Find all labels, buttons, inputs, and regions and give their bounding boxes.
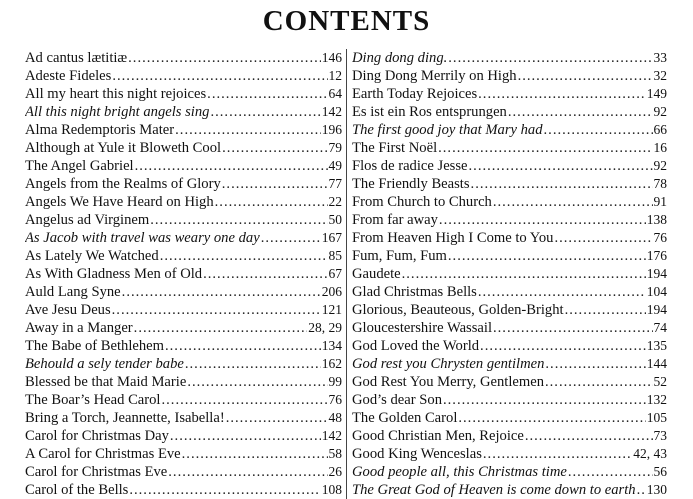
entry-title: As Jacob with travel was weary one day bbox=[25, 230, 260, 246]
toc-entry bbox=[25, 463, 342, 481]
entry-title: God rest you Chrysten gentilmen bbox=[352, 356, 545, 372]
entry-page-number: 26 bbox=[328, 464, 342, 479]
toc-entry bbox=[25, 409, 342, 427]
column-divider bbox=[346, 49, 347, 499]
dot-leader bbox=[471, 175, 653, 193]
toc-entry bbox=[25, 85, 342, 103]
dot-leader bbox=[261, 229, 321, 247]
toc-entry bbox=[352, 85, 667, 103]
entry-title: All my heart this night rejoices bbox=[25, 86, 207, 102]
dot-leader bbox=[448, 49, 652, 67]
entry-page-number: 176 bbox=[646, 248, 667, 263]
entry-title: From Church to Church bbox=[352, 194, 492, 210]
page-title: CONTENTS bbox=[262, 5, 431, 37]
entry-page-number: 22 bbox=[328, 194, 342, 209]
toc-entry bbox=[25, 67, 342, 85]
dot-leader bbox=[122, 283, 321, 301]
toc-entry bbox=[352, 427, 667, 445]
dot-leader bbox=[112, 67, 327, 85]
entry-page-number: 121 bbox=[321, 302, 342, 317]
entry-title: God Loved the World bbox=[352, 338, 480, 354]
entry-title: The First Noël bbox=[352, 140, 438, 156]
entry-title: Good King Wenceslas bbox=[352, 446, 482, 462]
dot-leader bbox=[483, 445, 632, 463]
entry-page-number: 48 bbox=[328, 410, 342, 425]
entry-title: From Heaven High I Come to You bbox=[352, 230, 554, 246]
entry-page-number: 73 bbox=[653, 428, 667, 443]
entry-page-number: 32 bbox=[653, 68, 667, 83]
toc-entry bbox=[352, 481, 667, 499]
toc-entry bbox=[25, 49, 342, 67]
entry-page-number: 74 bbox=[653, 320, 667, 335]
toc-entry bbox=[352, 463, 667, 481]
entry-title: Fum, Fum, Fum bbox=[352, 248, 447, 264]
entry-title: The first good joy that Mary had bbox=[352, 122, 543, 138]
entry-title: God Rest You Merry, Gentlemen bbox=[352, 374, 544, 390]
dot-leader bbox=[565, 301, 646, 319]
toc-entry bbox=[25, 247, 342, 265]
entry-title: The Great God of Heaven is come down to earth bbox=[352, 482, 636, 498]
dot-leader bbox=[187, 373, 327, 391]
entry-title: Flos de radice Jesse bbox=[352, 158, 468, 174]
toc-entry bbox=[25, 157, 342, 175]
dot-leader bbox=[438, 139, 652, 157]
toc-entry bbox=[25, 175, 342, 193]
entry-page-number: 135 bbox=[646, 338, 667, 353]
entry-page-number: 12 bbox=[328, 68, 342, 83]
entry-title: Glorious, Beauteous, Golden-Bright bbox=[352, 302, 564, 318]
entry-page-number: 162 bbox=[321, 356, 342, 371]
entry-title: The Golden Carol bbox=[352, 410, 458, 426]
toc-entry bbox=[352, 265, 667, 283]
dot-leader bbox=[469, 157, 653, 175]
entry-title: Adeste Fideles bbox=[25, 68, 112, 84]
entry-page-number: 138 bbox=[646, 212, 667, 227]
entry-page-number: 206 bbox=[321, 284, 342, 299]
entry-title: Alma Redemptoris Mater bbox=[25, 122, 175, 138]
entry-title: Angelus ad Virginem bbox=[25, 212, 150, 228]
entry-title: Gaudete bbox=[352, 266, 401, 282]
dot-leader bbox=[508, 103, 653, 121]
toc-entry bbox=[25, 391, 342, 409]
entry-title: Earth Today Rejoices bbox=[352, 86, 478, 102]
entry-title: Good Christian Men, Rejoice bbox=[352, 428, 524, 444]
entry-page-number: 149 bbox=[646, 86, 667, 101]
entry-page-number: 132 bbox=[646, 392, 667, 407]
entry-page-number: 42, 43 bbox=[633, 446, 667, 461]
toc-entry bbox=[25, 481, 342, 499]
dot-leader bbox=[448, 247, 646, 265]
entry-title: As With Gladness Men of Old bbox=[25, 266, 203, 282]
entry-title: Carol for Christmas Day bbox=[25, 428, 169, 444]
dot-leader bbox=[493, 193, 653, 211]
entry-page-number: 56 bbox=[653, 464, 667, 479]
entry-page-number: 167 bbox=[321, 230, 342, 245]
entry-title: Ding dong ding. bbox=[352, 50, 448, 66]
dot-leader bbox=[443, 391, 646, 409]
toc-entry bbox=[25, 265, 342, 283]
entry-title: Auld Lang Syne bbox=[25, 284, 121, 300]
toc-entry bbox=[352, 229, 667, 247]
toc-entry bbox=[25, 337, 342, 355]
entry-page-number: 64 bbox=[328, 86, 342, 101]
toc-entry bbox=[25, 355, 342, 373]
toc-entry bbox=[25, 301, 342, 319]
dot-leader bbox=[637, 481, 646, 499]
entry-page-number: 104 bbox=[646, 284, 667, 299]
entry-page-number: 194 bbox=[646, 302, 667, 317]
entry-page-number: 76 bbox=[653, 230, 667, 245]
dot-leader bbox=[222, 139, 327, 157]
entry-title: The Angel Gabriel bbox=[25, 158, 134, 174]
entry-title: The Friendly Beasts bbox=[352, 176, 470, 192]
entry-title: The Boar’s Head Carol bbox=[25, 392, 161, 408]
dot-leader bbox=[129, 481, 320, 499]
toc-entry bbox=[25, 139, 342, 157]
toc-entry bbox=[352, 139, 667, 157]
entry-page-number: 66 bbox=[653, 122, 667, 137]
toc-entry bbox=[352, 445, 667, 463]
entry-title: Although at Yule it Bloweth Cool bbox=[25, 140, 222, 156]
entry-title: Ding Dong Merrily on High bbox=[352, 68, 517, 84]
entry-page-number: 16 bbox=[653, 140, 667, 155]
entry-title: Es ist ein Ros entsprungen bbox=[352, 104, 507, 120]
dot-leader bbox=[160, 247, 328, 265]
toc-entry bbox=[25, 373, 342, 391]
toc-entry bbox=[352, 49, 667, 67]
entry-title: Bring a Torch, Jeannette, Isabella! bbox=[25, 410, 225, 426]
entry-title: Carol of the Bells bbox=[25, 482, 129, 498]
entry-page-number: 52 bbox=[653, 374, 667, 389]
dot-leader bbox=[207, 85, 327, 103]
dot-leader bbox=[182, 445, 328, 463]
dot-leader bbox=[210, 103, 320, 121]
entry-page-number: 142 bbox=[321, 428, 342, 443]
entry-page-number: 196 bbox=[321, 122, 342, 137]
dot-leader bbox=[185, 355, 321, 373]
toc-entry bbox=[25, 445, 342, 463]
dot-leader bbox=[134, 319, 308, 337]
entry-page-number: 28, 29 bbox=[308, 320, 342, 335]
dot-leader bbox=[175, 121, 321, 139]
dot-leader bbox=[168, 463, 327, 481]
entry-page-number: 58 bbox=[328, 446, 342, 461]
entry-page-number: 78 bbox=[653, 176, 667, 191]
entry-page-number: 92 bbox=[653, 158, 667, 173]
toc-entry bbox=[25, 193, 342, 211]
entry-page-number: 33 bbox=[653, 50, 667, 65]
toc-entry bbox=[352, 121, 667, 139]
entry-title: Good people all, this Christmas time bbox=[352, 464, 567, 480]
dot-leader bbox=[402, 265, 646, 283]
entry-title: Blessed be that Maid Marie bbox=[25, 374, 187, 390]
toc-entry bbox=[352, 67, 667, 85]
entry-title: All this night bright angels sing bbox=[25, 104, 210, 120]
entry-page-number: 92 bbox=[653, 104, 667, 119]
entry-page-number: 50 bbox=[328, 212, 342, 227]
dot-leader bbox=[135, 157, 328, 175]
entry-page-number: 130 bbox=[646, 482, 667, 497]
entry-title: God’s dear Son bbox=[352, 392, 442, 408]
dot-leader bbox=[112, 301, 321, 319]
toc-entry bbox=[25, 103, 342, 121]
toc-entry bbox=[352, 301, 667, 319]
dot-leader bbox=[478, 283, 646, 301]
dot-leader bbox=[458, 409, 645, 427]
entry-page-number: 79 bbox=[328, 140, 342, 155]
toc-entry bbox=[25, 211, 342, 229]
entry-page-number: 91 bbox=[653, 194, 667, 209]
entry-page-number: 77 bbox=[328, 176, 342, 191]
entry-page-number: 76 bbox=[328, 392, 342, 407]
entry-title: Gloucestershire Wassail bbox=[352, 320, 492, 336]
entry-title: Angels from the Realms of Glory bbox=[25, 176, 221, 192]
entry-title: Glad Christmas Bells bbox=[352, 284, 477, 300]
toc-entry bbox=[25, 229, 342, 247]
dot-leader bbox=[162, 391, 328, 409]
toc-entry bbox=[352, 157, 667, 175]
toc-entry bbox=[352, 409, 667, 427]
toc-entry bbox=[352, 337, 667, 355]
dot-leader bbox=[215, 193, 328, 211]
dot-leader bbox=[128, 49, 321, 67]
toc-entry bbox=[25, 283, 342, 301]
contents-right-column bbox=[352, 49, 667, 499]
dot-leader bbox=[568, 463, 653, 481]
toc-entry bbox=[25, 319, 342, 337]
toc-entry bbox=[352, 391, 667, 409]
dot-leader bbox=[150, 211, 327, 229]
dot-leader bbox=[439, 211, 646, 229]
dot-leader bbox=[545, 373, 653, 391]
toc-entry bbox=[352, 247, 667, 265]
toc-entry bbox=[352, 103, 667, 121]
entry-title: Behould a sely tender babe bbox=[25, 356, 184, 372]
entry-title: As Lately We Watched bbox=[25, 248, 159, 264]
dot-leader bbox=[222, 175, 328, 193]
dot-leader bbox=[480, 337, 646, 355]
entry-page-number: 99 bbox=[328, 374, 342, 389]
entry-title: The Babe of Bethlehem bbox=[25, 338, 164, 354]
entry-title: Away in a Manger bbox=[25, 320, 133, 336]
entry-page-number: 85 bbox=[328, 248, 342, 263]
entry-title: A Carol for Christmas Eve bbox=[25, 446, 181, 462]
dot-leader bbox=[518, 67, 653, 85]
toc-entry bbox=[352, 373, 667, 391]
dot-leader bbox=[203, 265, 327, 283]
entry-page-number: 142 bbox=[321, 104, 342, 119]
entry-page-number: 144 bbox=[646, 356, 667, 371]
dot-leader bbox=[544, 121, 653, 139]
entry-title: Angels We Have Heard on High bbox=[25, 194, 214, 210]
entry-title: Ad cantus lætitiæ bbox=[25, 50, 128, 66]
entry-title: Carol for Christmas Eve bbox=[25, 464, 168, 480]
toc-entry bbox=[352, 193, 667, 211]
entry-title: Ave Jesu Deus bbox=[25, 302, 111, 318]
dot-leader bbox=[226, 409, 328, 427]
toc-entry bbox=[352, 175, 667, 193]
contents-left-column bbox=[25, 49, 342, 499]
toc-entry bbox=[352, 211, 667, 229]
dot-leader bbox=[478, 85, 646, 103]
toc-entry bbox=[352, 355, 667, 373]
entry-page-number: 108 bbox=[321, 482, 342, 497]
entry-page-number: 134 bbox=[321, 338, 342, 353]
entry-page-number: 67 bbox=[328, 266, 342, 281]
entry-page-number: 49 bbox=[328, 158, 342, 173]
toc-entry bbox=[25, 121, 342, 139]
entry-page-number: 146 bbox=[321, 50, 342, 65]
toc-entry bbox=[352, 283, 667, 301]
dot-leader bbox=[545, 355, 645, 373]
entry-title: From far away bbox=[352, 212, 438, 228]
dot-leader bbox=[525, 427, 653, 445]
entry-page-number: 194 bbox=[646, 266, 667, 281]
dot-leader bbox=[493, 319, 653, 337]
dot-leader bbox=[554, 229, 652, 247]
dot-leader bbox=[170, 427, 321, 445]
entry-page-number: 105 bbox=[646, 410, 667, 425]
toc-entry bbox=[25, 427, 342, 445]
toc-entry bbox=[352, 319, 667, 337]
dot-leader bbox=[165, 337, 321, 355]
